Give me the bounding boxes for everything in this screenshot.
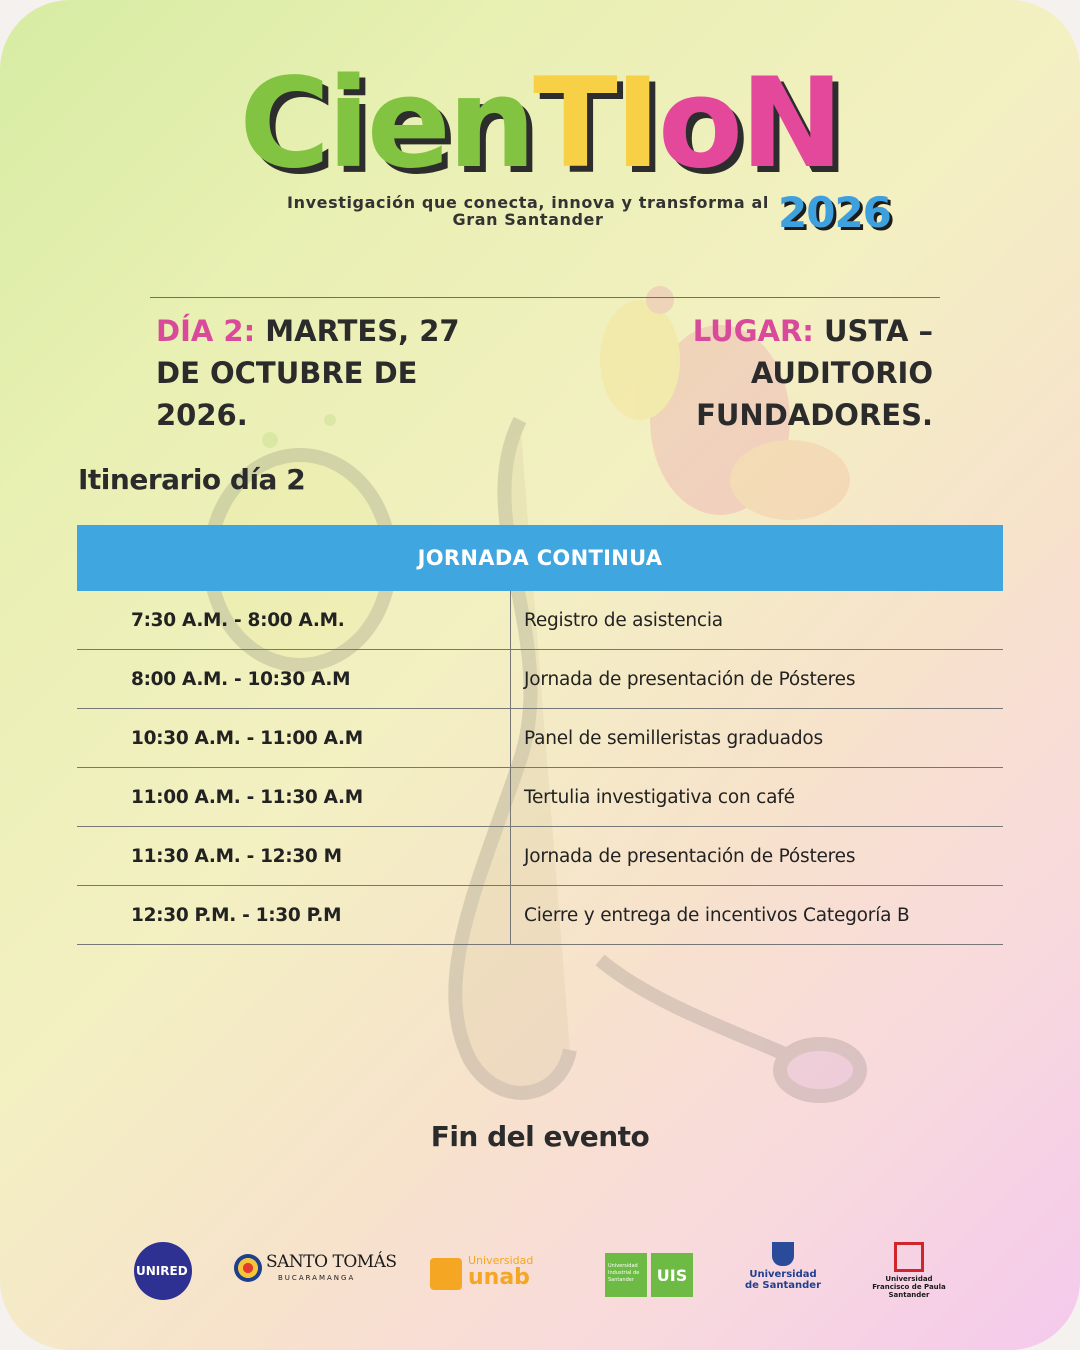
logo-title-part2: TI — [533, 52, 658, 196]
table-row — [77, 650, 1003, 709]
event-date — [156, 310, 506, 436]
activity-cell: Jornada de presentación de Pósteres — [524, 668, 856, 690]
logo-title-part1: Cien — [239, 52, 534, 196]
table-row — [77, 886, 1003, 945]
ufps-logo — [870, 1242, 948, 1304]
usta-logo-name: SANTO TOMÁS — [266, 1252, 397, 1272]
end-of-event-text: Fin del evento — [430, 1120, 650, 1153]
logo-tagline: Investigación que conecta, innova y transforma al Gran Santander — [287, 193, 769, 229]
table-row — [77, 591, 1003, 650]
time-cell: 11:30 A.M. - 12:30 M — [77, 827, 511, 885]
unired-logo-text: UNIRED — [136, 1264, 188, 1278]
divider — [150, 297, 940, 298]
usta-logo-city: BUCARAMANGA — [278, 1274, 356, 1282]
uis-logo-text: Universidad Industrial de Santander — [605, 1253, 647, 1297]
sponsor-logos — [0, 1240, 1080, 1304]
time-cell: 11:00 A.M. - 11:30 A.M — [77, 768, 511, 826]
ufps-logo-text: Universidad Francisco de Paula Santander — [872, 1275, 946, 1299]
day-value: MARTES, 27 DE OCTUBRE DE 2026. — [156, 314, 460, 432]
udes-shield-icon — [772, 1242, 794, 1266]
event-place — [520, 310, 933, 436]
uis-logo-mark: UIS — [651, 1253, 693, 1297]
table-row — [77, 768, 1003, 827]
udes-logo-text: Universidad de Santander — [745, 1269, 822, 1291]
unab-logo-big: unab — [468, 1265, 530, 1290]
logo-year: 2026 — [778, 188, 891, 237]
unab-logo-small: Universidad — [468, 1254, 534, 1267]
unab-building-icon — [430, 1258, 462, 1290]
place-label: LUGAR: — [692, 314, 814, 348]
time-cell: 12:30 P.M. - 1:30 P.M — [77, 886, 511, 944]
unab-logo — [430, 1254, 545, 1290]
time-cell: 10:30 A.M. - 11:00 A.M — [77, 709, 511, 767]
itinerary-title: Itinerario día 2 — [78, 463, 306, 496]
event-logo-title — [0, 52, 1080, 196]
time-cell: 8:00 A.M. - 10:30 A.M — [77, 650, 511, 708]
ufps-mark-icon — [894, 1242, 924, 1272]
time-cell: 7:30 A.M. - 8:00 A.M. — [77, 591, 511, 649]
table-row — [77, 709, 1003, 768]
udes-logo — [745, 1242, 821, 1304]
activity-cell: Cierre y entrega de incentivos Categoría B — [524, 904, 910, 926]
day-label: DÍA 2: — [156, 314, 256, 348]
activity-cell: Jornada de presentación de Pósteres — [524, 845, 856, 867]
logo-title-part3: oN — [657, 52, 841, 196]
usta-logo — [234, 1252, 397, 1292]
usta-seal-icon — [234, 1254, 262, 1282]
place-value: USTA – AUDITORIO FUNDADORES. — [696, 314, 933, 432]
schedule-table — [77, 525, 1003, 945]
schedule-header: JORNADA CONTINUA — [77, 525, 1003, 591]
unired-logo — [134, 1242, 192, 1300]
activity-cell: Panel de semilleristas graduados — [524, 727, 823, 749]
activity-cell: Registro de asistencia — [524, 609, 723, 631]
table-row — [77, 827, 1003, 886]
uis-logo — [605, 1253, 693, 1297]
activity-cell: Tertulia investigativa con café — [524, 786, 795, 808]
